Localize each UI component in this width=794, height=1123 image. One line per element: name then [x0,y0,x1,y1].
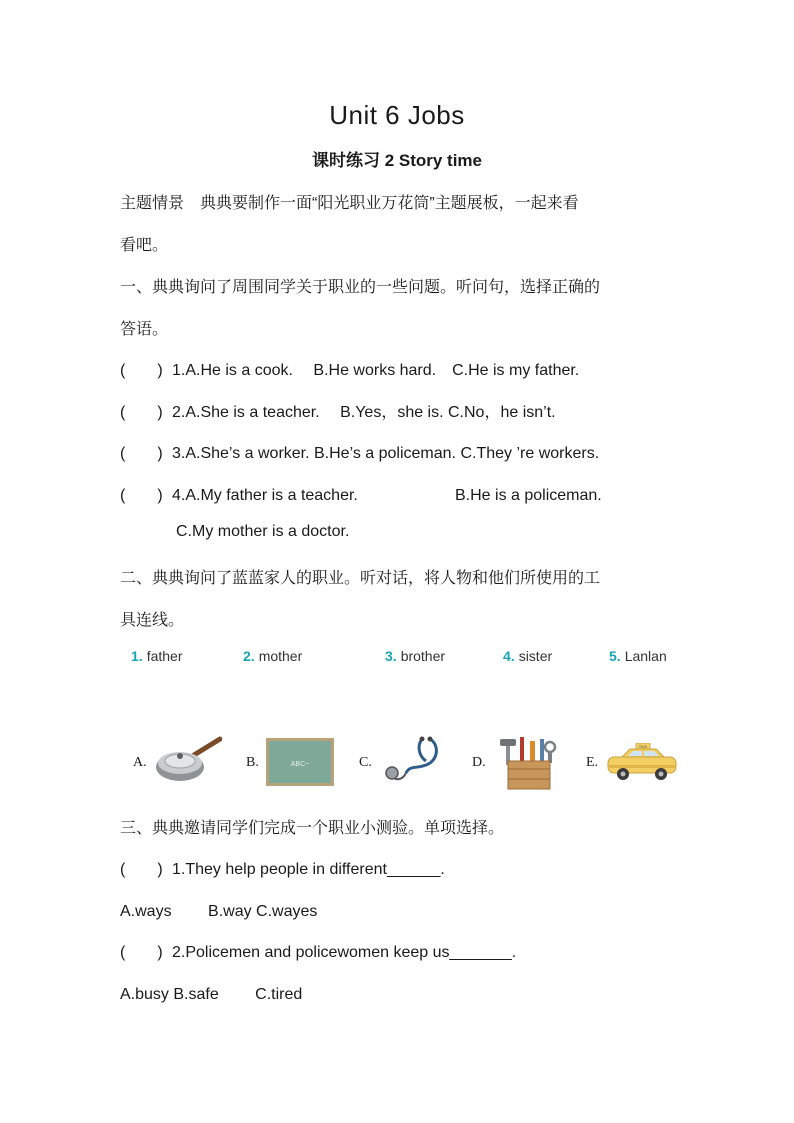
part3-question-2-options: A.busy B.safe C.tired [120,986,303,1003]
question-text: 4.A.My father is a teacher. [172,487,358,504]
part1-heading-2: 答语。 [120,321,169,338]
part1-question-4 [120,482,680,505]
answer-blank[interactable]: ( ) [120,404,163,421]
taxi-icon[interactable] [606,743,678,783]
intro-line-1: 主题情景 典典要制作一面“阳光职业万花筒”主题展板，一起来看 [120,195,579,212]
part1-question-4-option-c: C.My mother is a doctor. [176,523,350,540]
part1-question-3 [120,440,680,463]
tool-letter-b: B. [246,755,259,770]
answer-blank[interactable]: ( ) [120,445,163,462]
intro-line-2: 看吧。 [120,237,169,254]
question-text: 1.They help people in different______. [172,861,445,878]
answer-blank[interactable]: ( ) [120,362,163,379]
page-title: Unit 6 Jobs [329,100,465,130]
blackboard-icon[interactable] [266,738,334,786]
wok-icon[interactable] [152,735,222,787]
part1-heading-1: 一、典典询问了周围同学关于职业的一些问题。听问句，选择正确的 [120,279,601,296]
tool-letter-c: C. [359,755,372,770]
page-subtitle: 课时练习 2 Story time [311,151,483,170]
part3-question-2 [120,939,680,962]
answer-blank[interactable]: ( ) [120,944,163,961]
tool-letter-e: E. [586,755,599,770]
blackboard-text: ABC~ [290,761,310,768]
part3-question-1 [120,856,680,879]
person-mother[interactable]: 2. mother [243,648,303,664]
question-text: 2.A.She is a teacher. B.Yes，she is. C.No，he isn’t. [172,404,556,421]
tools-row [0,735,794,795]
question-option-b: B.He is a policeman. [455,487,602,504]
person-brother[interactable]: 3. brother [385,648,446,664]
answer-blank[interactable]: ( ) [120,861,163,878]
stethoscope-icon[interactable] [382,735,444,790]
answer-blank[interactable]: ( ) [120,487,163,504]
person-sister[interactable]: 4. sister [503,648,553,664]
part3-question-1-options: A.ways B.way C.wayes [120,903,318,920]
part2-heading-2: 具连线。 [120,612,185,629]
tool-letter-d: D. [472,755,486,770]
question-text: 3.A.She’s a worker. B.He’s a policeman. C.They ’re workers. [172,445,600,462]
people-row [0,648,794,670]
person-lanlan[interactable]: 5. Lanlan [609,648,667,664]
person-father[interactable]: 1. father [131,648,183,664]
taxi-sign-text: TAXI [638,744,648,749]
toolbox-icon[interactable] [494,735,562,791]
question-text: 2.Policemen and policewomen keep us_______. [172,944,517,961]
question-text: 1.A.He is a cook. B.He works hard. C.He is my father. [172,362,580,379]
part1-question-2 [120,399,680,422]
tool-letter-a: A. [133,755,147,770]
part2-heading-1: 二、典典询问了蓝蓝家人的职业。听对话，将人物和他们所使用的工 [120,570,601,587]
part1-question-1 [120,357,680,380]
part3-heading: 三、典典邀请同学们完成一个职业小测验。单项选择。 [120,820,505,837]
